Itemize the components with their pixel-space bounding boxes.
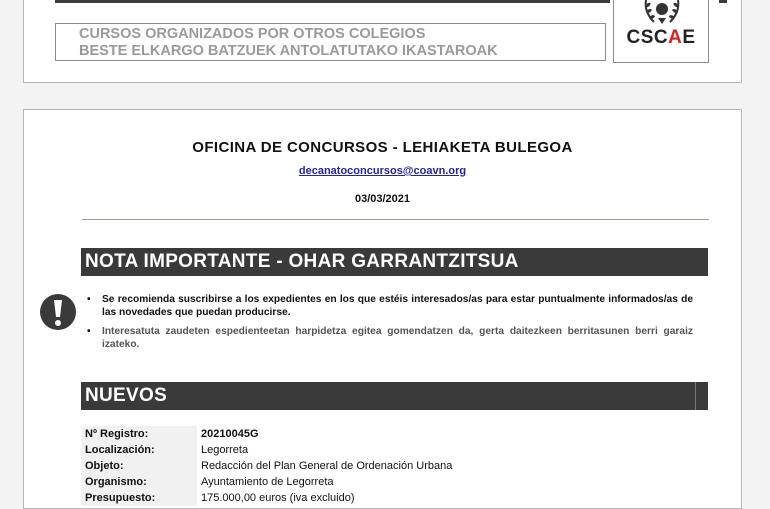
objeto-value: Redacción del Plan General de Ordenación Urbana bbox=[201, 460, 453, 472]
laurel-emblem-icon bbox=[640, 0, 684, 26]
table-row bbox=[81, 426, 505, 442]
logo-wordmark: CSCAE bbox=[626, 27, 696, 48]
registro-label: Nº Registro: bbox=[81, 426, 197, 442]
table-row bbox=[81, 442, 505, 458]
nuevos-section-header bbox=[81, 382, 708, 410]
header-separator bbox=[695, 382, 696, 410]
localizacion-label: Localización: bbox=[81, 442, 197, 458]
exclamation-icon bbox=[39, 293, 77, 331]
top-divider-bar bbox=[55, 0, 610, 3]
nota-item-eu: • Interesatuta zaudeten espedienteetan harpidetza egitea gomendatzen da, gerta daitezkeen berritasunen berri garaiz izateko. bbox=[87, 326, 693, 350]
registro-value[interactable]: 20210045G bbox=[201, 428, 259, 440]
office-title: OFICINA DE CONCURSOS - LEHIAKETA BULEGOA bbox=[192, 139, 573, 156]
courses-banner[interactable] bbox=[55, 23, 606, 61]
courses-title-es: CURSOS ORGANIZADOS POR OTROS COLEGIOS bbox=[79, 26, 426, 42]
section-divider bbox=[82, 219, 709, 220]
table-row bbox=[81, 490, 505, 506]
organismo-value: Ayuntamiento de Legorreta bbox=[201, 476, 334, 488]
table-row bbox=[81, 458, 505, 474]
office-email-link[interactable]: decanatoconcursos@coavn.org bbox=[298, 165, 467, 177]
organismo-label: Organismo: bbox=[81, 474, 197, 490]
presupuesto-label: Presupuesto: bbox=[81, 490, 197, 506]
nuevos-heading: NUEVOS bbox=[85, 385, 168, 406]
nota-heading: NOTA IMPORTANTE - OHAR GARRANTZITSUA bbox=[85, 251, 519, 272]
presupuesto-value: 175.000,00 euros (iva excluido) bbox=[201, 492, 355, 504]
office-date: 03/03/2021 bbox=[354, 193, 411, 205]
cscae-logo bbox=[613, 0, 709, 63]
objeto-label: Objeto: bbox=[81, 458, 197, 474]
localizacion-value: Legorreta bbox=[201, 444, 249, 456]
nota-item-es: • Se recomienda suscribirse a los expedientes en los que estéis interesados/as para estar puntualmente informados/as de las novedades que puedan producirse. bbox=[87, 294, 693, 318]
record-table bbox=[81, 426, 505, 506]
courses-panel bbox=[23, 0, 742, 83]
table-row bbox=[81, 474, 505, 490]
nota-list bbox=[87, 293, 693, 357]
nota-section-header bbox=[81, 248, 708, 276]
competitions-panel bbox=[23, 109, 742, 509]
courses-title-eu: BESTE ELKARGO BATZUEK ANTOLATUTAKO IKASTAROAK bbox=[79, 43, 498, 59]
top-divider-bar-right bbox=[719, 0, 727, 3]
